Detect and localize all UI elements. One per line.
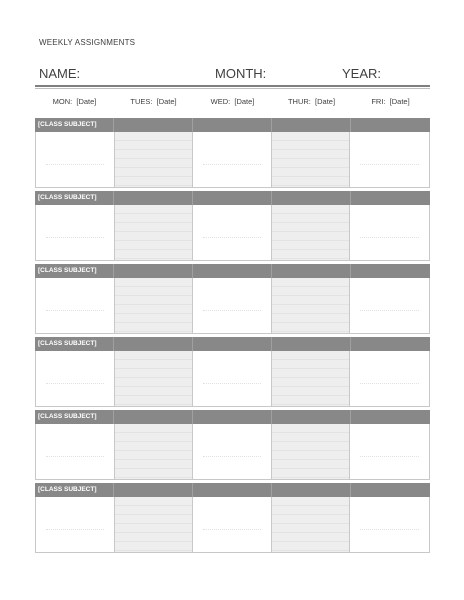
assignment-row: [35, 497, 430, 553]
assignment-row: [35, 424, 430, 480]
document-title: WEEKLY ASSIGNMENTS: [39, 38, 136, 47]
assignment-cell-fri[interactable]: [350, 278, 429, 333]
subject-label: [CLASS SUBJECT]: [35, 191, 114, 205]
name-label: NAME:: [39, 66, 81, 81]
assignment-cell-wed[interactable]: [193, 351, 272, 406]
subject-label: [CLASS SUBJECT]: [35, 337, 114, 351]
assignment-cell-tues[interactable]: [115, 497, 194, 552]
day-header-tues: TUES: [Date]: [130, 97, 177, 106]
subject-block: [35, 483, 430, 553]
assignment-row: [35, 351, 430, 407]
assignment-cell-tues[interactable]: [115, 278, 194, 333]
subject-bar: [35, 483, 430, 497]
assignment-cell-thur[interactable]: [272, 424, 351, 479]
assignment-cell-mon[interactable]: [36, 132, 115, 187]
month-label: MONTH:: [215, 66, 267, 81]
assignment-cell-wed[interactable]: [193, 424, 272, 479]
assignment-cell-tues[interactable]: [115, 132, 194, 187]
subject-label: [CLASS SUBJECT]: [35, 410, 114, 424]
assignment-cell-wed[interactable]: [193, 278, 272, 333]
assignment-cell-wed[interactable]: [193, 497, 272, 552]
assignment-cell-thur[interactable]: [272, 132, 351, 187]
assignment-cell-fri[interactable]: [350, 497, 429, 552]
subject-block: [35, 191, 430, 261]
assignment-cell-mon[interactable]: [36, 205, 115, 260]
assignment-cell-mon[interactable]: [36, 278, 115, 333]
assignment-cell-tues[interactable]: [115, 205, 194, 260]
subject-label: [CLASS SUBJECT]: [35, 264, 114, 278]
assignment-cell-fri[interactable]: [350, 132, 429, 187]
day-header-row: [35, 97, 430, 109]
subject-bar: [35, 410, 430, 424]
year-label: YEAR:: [342, 66, 382, 81]
assignment-cell-fri[interactable]: [350, 205, 429, 260]
subject-bar: [35, 191, 430, 205]
assignment-cell-thur[interactable]: [272, 351, 351, 406]
subject-bar: [35, 264, 430, 278]
assignment-row: [35, 278, 430, 334]
subject-block: [35, 118, 430, 188]
subject-label: [CLASS SUBJECT]: [35, 483, 114, 497]
assignment-cell-fri[interactable]: [350, 424, 429, 479]
subject-block: [35, 410, 430, 480]
subject-block: [35, 264, 430, 334]
day-header-wed: WED: [Date]: [210, 97, 255, 106]
day-header-fri: FRI: [Date]: [371, 97, 410, 106]
day-header-thur: THUR: [Date]: [287, 97, 336, 106]
assignment-cell-mon[interactable]: [36, 424, 115, 479]
assignment-row: [35, 205, 430, 261]
assignment-cell-thur[interactable]: [272, 497, 351, 552]
day-header-mon: MON: [Date]: [52, 97, 97, 106]
assignment-cell-mon[interactable]: [36, 497, 115, 552]
header-rule-thin: [35, 88, 430, 89]
subject-block: [35, 337, 430, 407]
subject-bar: [35, 337, 430, 351]
assignment-cell-tues[interactable]: [115, 424, 194, 479]
assignment-cell-wed[interactable]: [193, 205, 272, 260]
subject-bar: [35, 118, 430, 132]
assignment-cell-thur[interactable]: [272, 278, 351, 333]
assignment-cell-wed[interactable]: [193, 132, 272, 187]
assignment-row: [35, 132, 430, 188]
assignment-cell-thur[interactable]: [272, 205, 351, 260]
subject-label: [CLASS SUBJECT]: [35, 118, 114, 132]
assignment-cell-mon[interactable]: [36, 351, 115, 406]
assignment-cell-tues[interactable]: [115, 351, 194, 406]
header-rule: [35, 85, 430, 87]
assignment-cell-fri[interactable]: [350, 351, 429, 406]
